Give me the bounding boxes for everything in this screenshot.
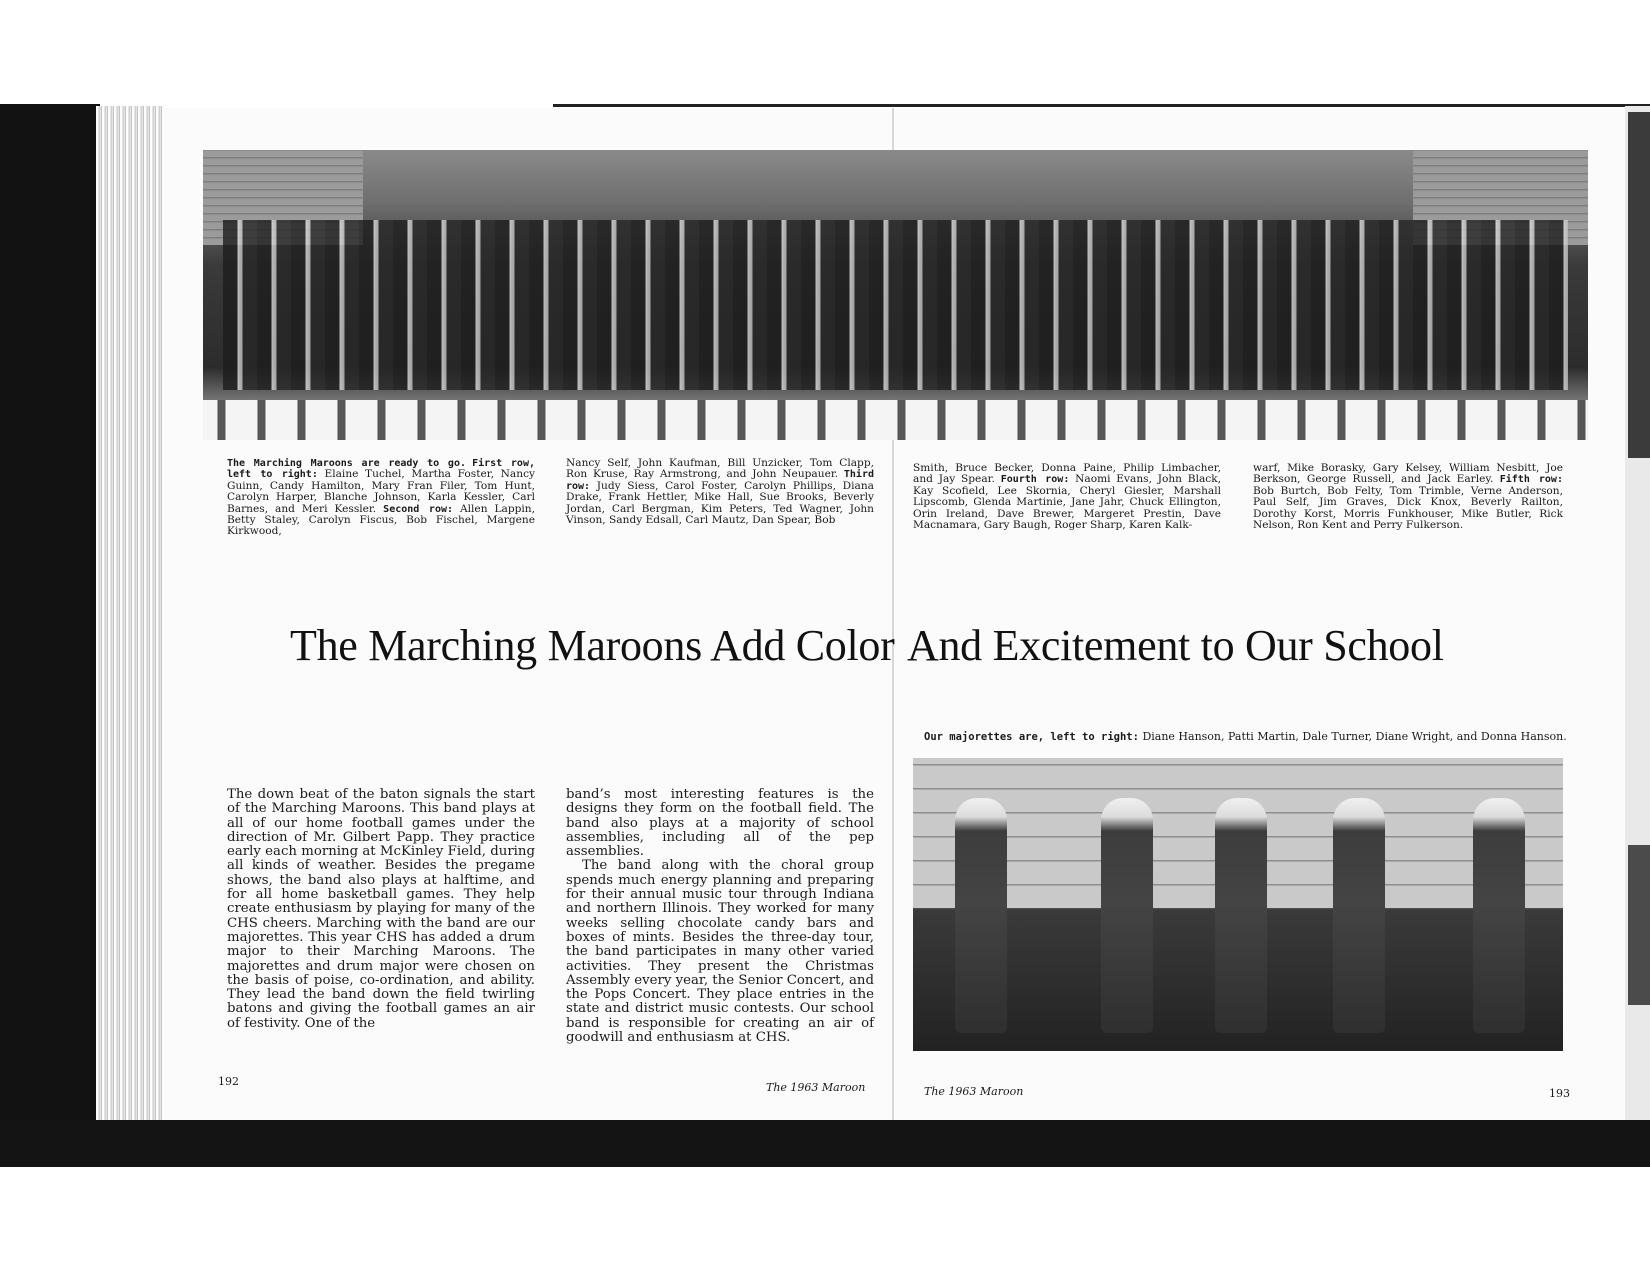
- body-column-2: [566, 788, 874, 1045]
- right-page-number: 193: [1549, 1087, 1570, 1100]
- majorette-figure-1: [955, 798, 1007, 1033]
- majorettes-caption-names: Diane Hanson, Patti Martin, Dale Turner, Diane Wright, and Donna Hanson.: [1142, 730, 1567, 743]
- caption-column-1: [227, 458, 535, 538]
- right-scan-shadow-lower: [1628, 845, 1650, 1005]
- caption-lead: The Marching Maroons are ready to go.: [227, 458, 466, 469]
- majorettes-photo: [913, 758, 1563, 1051]
- majorette-figure-2: [1101, 798, 1153, 1033]
- band-members-rows: [223, 220, 1568, 390]
- caption-row3-label: Third row:: [566, 469, 874, 492]
- caption-column-2: Nancy Self, John Kaufman, Bill Unzicker, Tom Clapp, Ron Kruse, Ray Armstrong, and John Neupauer. Third row: Judy Siess, Carol Foster, Carolyn Phillips, Diana Drake, Frank Hettler, Mike Hall, Sue Brooks, Beverly Jordan, Carl Bergman, Kim Peters, Ted Wagner, John Vinson, Sandy Edsall, Carl Mautz, Dan Spear, Bob: [566, 457, 874, 527]
- body-column-2-paragraph-1: band’s most interesting features is the designs they form on the football field. The band also plays at a majority of school assemblies, including all of the pep assemblies.: [566, 787, 874, 860]
- body-column-2-paragraph-2: The band along with the choral group spends much energy planning and preparing for their annual music tour through Indiana and northern Illinois. They worked for many weeks selling chocolate candy bars and boxes of mints. Besides the three-day tour, the band participates in many other varied activities. They present the Christmas Assembly every year, the Senior Concert, and the Pops Concert. They place entries in the state and district music contests. Our school band is responsible for creating an air of goodwill and enthusiasm at CHS.: [566, 858, 874, 1046]
- right-footer-title: The 1963 Maroon: [924, 1085, 1024, 1098]
- caption-row2-names-start: Allen Lappin, Betty Staley, Carolyn Fiscus, Bob Fischel, Margene Kirkwood,: [227, 502, 535, 538]
- page-edges-stack: [96, 106, 162, 1126]
- left-page-number: 192: [218, 1075, 239, 1088]
- scan-binding-shadow: [0, 104, 100, 1167]
- headline-right: And Excitement to Our School: [907, 621, 1444, 670]
- caption-row5-names: Bob Burtch, Bob Felty, Tom Trimble, Verne Anderson, Paul Self, Jim Graves, Dick Knox, Beverly Railton, Dorothy Korst, Morris Funkhouser, Mike Butler, Rick Nelson, Ron Kent and Perry Fulkerson.: [1253, 484, 1563, 532]
- majorettes-caption: [924, 730, 1567, 743]
- majorette-figure-4: [1333, 798, 1385, 1033]
- headline-left: The Marching Maroons Add Color: [290, 621, 895, 670]
- caption-row4-label: Fourth row:: [1000, 474, 1070, 486]
- caption-column-3: Smith, Bruce Becker, Donna Paine, Philip Limbacher, and Jay Spear. Fourth row: Naomi Evans, John Black, Kay Scofield, Lee Skornia, Cheryl Giesler, Marshall Lipscomb, Glenda Martinie, Jane Jahr, Chuck Ellington, Orin Ireland, Dave Brewer, Margeret Prestin, Dave Macnamara, Gary Baugh, Roger Sharp, Karen Kalk-: [913, 462, 1221, 532]
- caption-row2-label: Second row:: [383, 503, 454, 515]
- floor-reflection: [203, 400, 1588, 440]
- scan-top-edge: [553, 104, 1650, 107]
- scan-bottom-shadow: [0, 1120, 1650, 1167]
- right-scan-shadow-upper: [1628, 112, 1650, 458]
- body-column-1: The down beat of the baton signals the start of the Marching Maroons. This band plays at all of our home football games under the direction of Mr. Gilbert Papp. They practice early each morning at McKinley Field, during all kinds of weather. Besides the pregame shows, the band also plays at halftime, and for all home basketball games. They help create enthusiasm by playing for many of the CHS cheers. Marching with the band are our majorettes. This year CHS has added a drum major to their Marching Maroons. The majorettes and drum major were chosen on the basis of poise, co-ordination, and ability. They lead the band down the field twirling batons and giving the football games an air of festivity. One of the: [227, 787, 535, 1031]
- caption-row1-names: Elaine Tuchel, Martha Foster, Nancy Guinn, Candy Hamilton, Mary Fran Filer, Tom Hunt, Carolyn Harper, Blanche Johnson, Karla Kessler, Carl Barnes, and Meri Kessler.: [227, 468, 535, 515]
- majorette-figure-5: [1473, 798, 1525, 1033]
- majorettes-caption-label: Our majorettes are, left to right:: [924, 731, 1139, 743]
- left-footer-title: The 1963 Maroon: [766, 1081, 866, 1094]
- band-group-photo: [203, 150, 1588, 440]
- drum-major-figure: [1215, 798, 1267, 1033]
- caption-row1-label: First row, left to right:: [227, 458, 535, 481]
- caption-row5-label: Fifth row:: [1499, 474, 1563, 486]
- caption-column-4: warf, Mike Borasky, Gary Kelsey, William Nesbitt, Joe Berkson, George Russell, and Jack Earley. Fifth row: Bob Burtch, Bob Felty, Tom Trimble, Verne Anderson, Paul Self, Jim Graves, Dick Knox, Beverly Railton, Dorothy Korst, Morris Funkhouser, Mike Butler, Rick Nelson, Ron Kent and Perry Fulkerson.: [1253, 462, 1563, 532]
